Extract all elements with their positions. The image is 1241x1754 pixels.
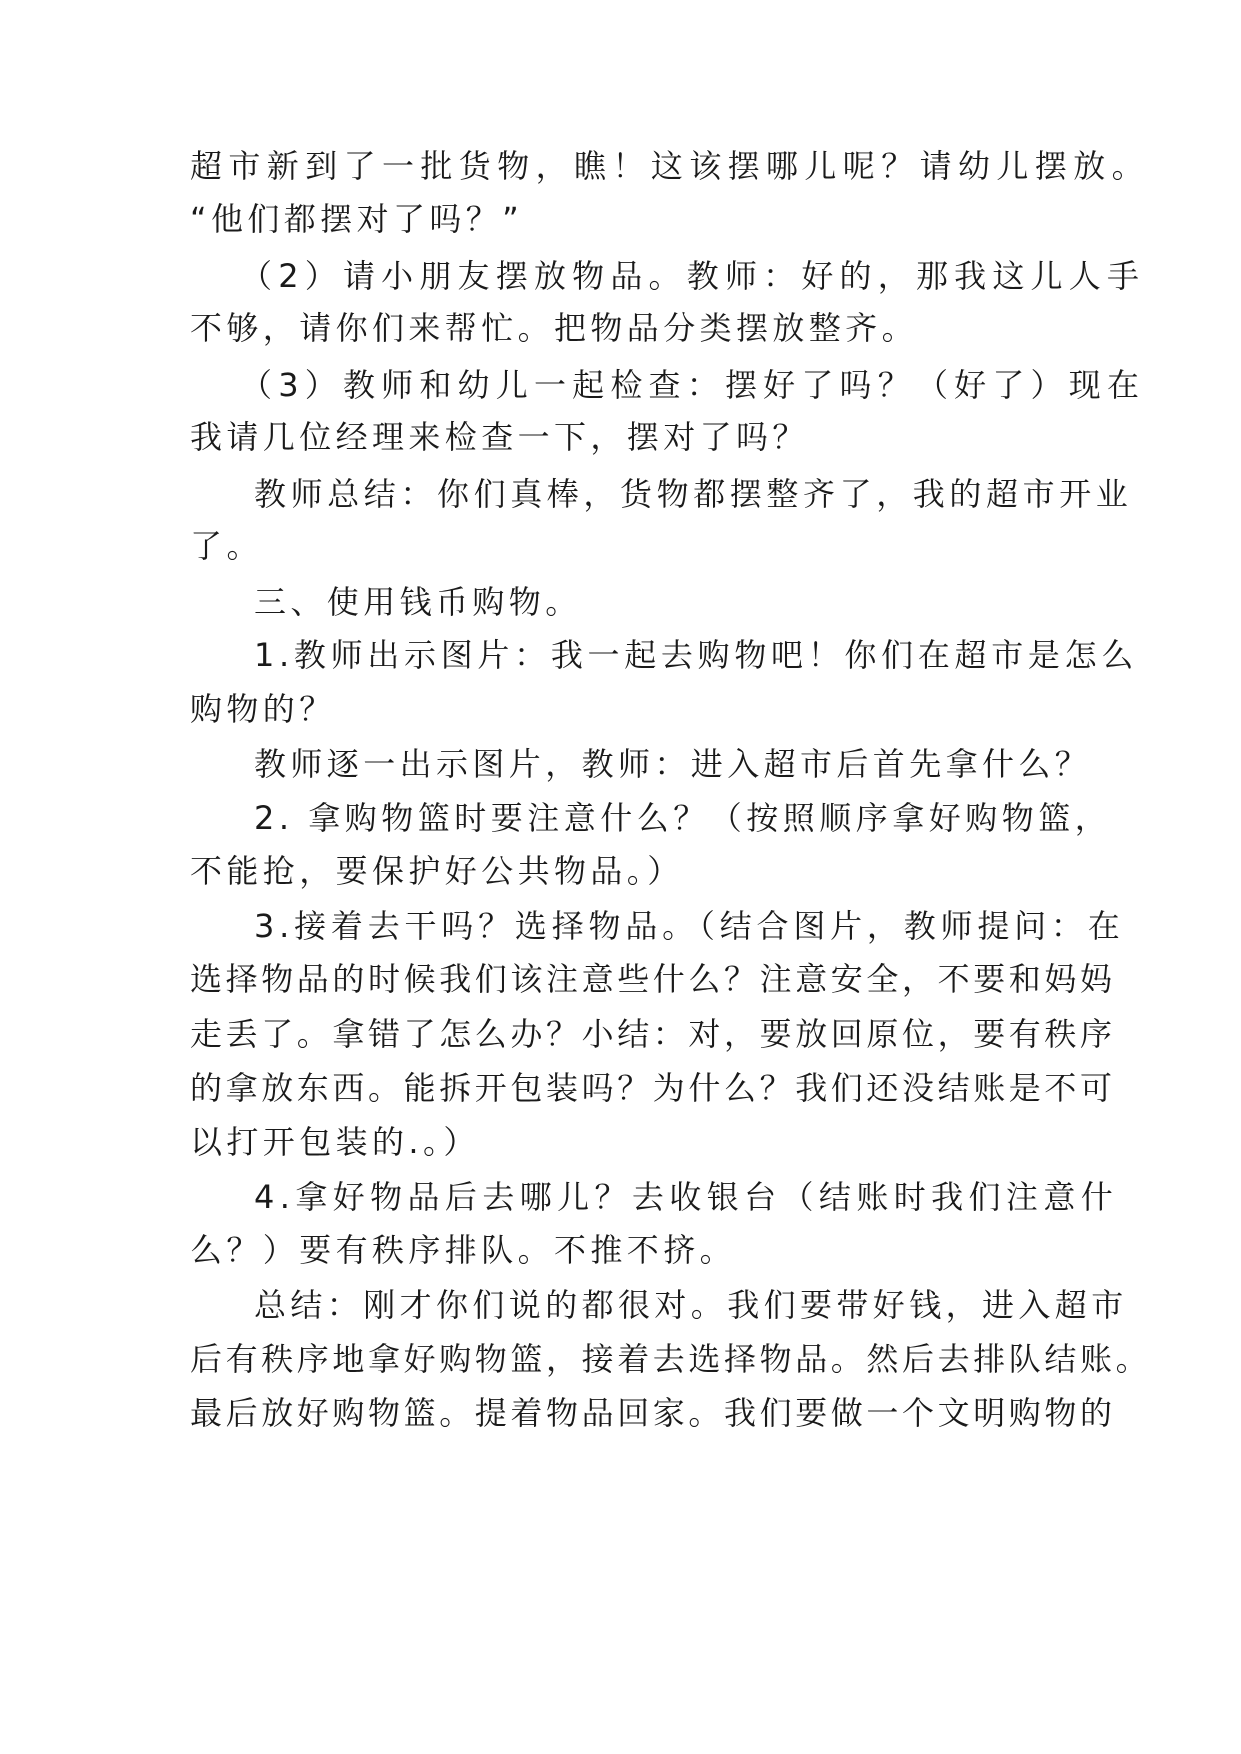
paragraph-line: 4.拿好物品后去哪儿？去收银台（结账时我们注意什 (254, 1178, 1119, 1216)
paragraph-line: 教师总结：你们真棒，货物都摆整齐了，我的超市开业 (254, 475, 1133, 513)
paragraph-line: 后有秩序地拿好购物篮，接着去选择物品。然后去排队结账。 (190, 1340, 1152, 1378)
paragraph-line: 购物的？ (190, 690, 336, 728)
paragraph-line: 超市新到了一批货物，瞧！这该摆哪儿呢？请幼儿摆放。 (190, 147, 1151, 185)
paragraph-line: 么？）要有秩序排队。不推不挤。 (190, 1231, 737, 1269)
paragraph-line: 选择物品的时候我们该注意些什么？注意安全，不要和妈妈 (190, 960, 1116, 998)
paragraph-line: 最后放好购物篮。提着物品回家。我们要做一个文明购物的 (190, 1394, 1116, 1432)
paragraph-line: 的拿放东西。能拆开包装吗？为什么？我们还没结账是不可 (190, 1069, 1116, 1107)
paragraph-line: 不够，请你们来帮忙。把物品分类摆放整齐。 (190, 309, 919, 347)
paragraph-line: 2. 拿购物篮时要注意什么？（按照顺序拿好购物篮， (254, 799, 1112, 837)
paragraph-line: “他们都摆对了吗？” (190, 200, 524, 238)
paragraph-line: 不能抢，要保护好公共物品。） (190, 852, 684, 890)
paragraph-line: （3）教师和幼儿一起检查：摆好了吗？（好了）现在 (240, 366, 1146, 404)
paragraph-line: （2）请小朋友摆放物品。教师：好的，那我这儿人手 (240, 257, 1146, 295)
section-heading: 三、使用钱币购物。 (254, 583, 582, 621)
paragraph-line: 走丢了。拿错了怎么办？小结：对，要放回原位，要有秩序 (190, 1015, 1116, 1053)
paragraph-line: 1.教师出示图片：我一起去购物吧！你们在超市是怎么 (254, 636, 1139, 674)
paragraph-line: 总结：刚才你们说的都很对。我们要带好钱，进入超市 (254, 1286, 1128, 1324)
paragraph-line: 3.接着去干吗？选择物品。（结合图片，教师提问：在 (254, 907, 1125, 945)
paragraph-line: 我请几位经理来检查一下，摆对了吗？ (190, 418, 809, 456)
paragraph-line: 了。 (190, 527, 264, 565)
paragraph-line: 以打开包装的.。） (190, 1123, 480, 1161)
paragraph-line: 教师逐一出示图片，教师：进入超市后首先拿什么？ (254, 745, 1092, 783)
